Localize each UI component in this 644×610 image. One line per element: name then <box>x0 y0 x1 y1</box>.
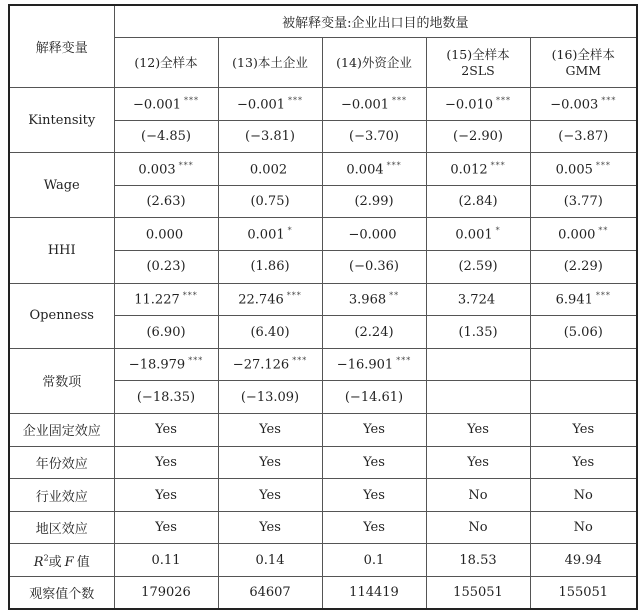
control-value: Yes <box>114 446 218 479</box>
control-value: Yes <box>322 511 426 544</box>
control-value: Yes <box>114 479 218 512</box>
control-row <box>9 414 637 447</box>
coef-value: 0.000 <box>145 227 184 243</box>
stat-value: 0.1 <box>322 544 426 577</box>
significance-stars: *** <box>288 95 304 105</box>
regression-table <box>8 4 638 610</box>
significance-stars: *** <box>496 95 512 105</box>
coef-cell <box>530 218 637 251</box>
variable-name: Wage <box>9 153 114 218</box>
control-name: 年份效应 <box>9 446 114 479</box>
stat-name <box>9 544 114 577</box>
coef-cell <box>530 348 637 381</box>
coef-value: 0.012 <box>450 162 488 178</box>
significance-stars: *** <box>490 160 506 170</box>
control-value: Yes <box>426 414 530 447</box>
coef-value: −0.001 <box>236 97 286 113</box>
stat-name-or: 或 <box>48 554 62 570</box>
coef-value: 0.003 <box>138 162 176 178</box>
coef-cell <box>322 88 426 121</box>
significance-stars: *** <box>392 95 408 105</box>
t-stat-cell: (2.99) <box>322 185 426 218</box>
control-value: No <box>426 511 530 544</box>
control-value: Yes <box>218 446 322 479</box>
stat-value: 0.14 <box>218 544 322 577</box>
coef-cell <box>114 88 218 121</box>
significance-stars: *** <box>286 291 302 301</box>
control-value: No <box>530 479 637 512</box>
significance-stars: *** <box>386 160 402 170</box>
stat-name-sup: 2 <box>43 553 49 563</box>
significance-stars: * <box>495 226 501 236</box>
control-value: Yes <box>322 414 426 447</box>
stat-name-r: R <box>33 554 44 570</box>
control-value: Yes <box>530 446 637 479</box>
control-value: Yes <box>322 446 426 479</box>
stat-value: 0.11 <box>114 544 218 577</box>
column-header-13: (13)本土企业 <box>218 38 322 88</box>
t-stat-cell: (−13.09) <box>218 381 322 414</box>
stat-name-f: F <box>64 554 74 570</box>
coef-cell <box>426 348 530 381</box>
t-stat-cell: (−3.87) <box>530 120 637 153</box>
t-stat-cell: (−18.35) <box>114 381 218 414</box>
control-value: No <box>426 479 530 512</box>
group-title: 被解释变量:企业出口目的地数量 <box>114 5 637 38</box>
header-row-1 <box>9 5 637 38</box>
stat-value: 155051 <box>426 577 530 610</box>
significance-stars: *** <box>601 95 617 105</box>
t-stat-cell <box>426 381 530 414</box>
coef-cell <box>218 88 322 121</box>
stat-row <box>9 577 637 610</box>
coef-cell <box>426 283 530 316</box>
coef-cell <box>426 88 530 121</box>
control-value: Yes <box>426 446 530 479</box>
control-value: Yes <box>322 479 426 512</box>
t-stat-cell <box>530 381 637 414</box>
coef-cell <box>218 348 322 381</box>
significance-stars: *** <box>292 356 308 366</box>
coef-cell <box>114 348 218 381</box>
coef-row <box>9 348 637 381</box>
significance-stars: *** <box>595 291 611 301</box>
variable-rows <box>9 88 637 414</box>
coef-value: 0.001 <box>455 227 493 243</box>
control-value: Yes <box>530 414 637 447</box>
coef-row <box>9 283 637 316</box>
t-stat-cell: (−3.81) <box>218 120 322 153</box>
coef-row <box>9 153 637 186</box>
coef-value: 11.227 <box>134 292 180 308</box>
control-row <box>9 446 637 479</box>
significance-stars: *** <box>184 95 200 105</box>
t-stat-cell: (2.84) <box>426 185 530 218</box>
coef-row <box>9 218 637 251</box>
coef-value: −0.010 <box>444 97 494 113</box>
coef-cell <box>322 218 426 251</box>
control-name: 行业效应 <box>9 479 114 512</box>
stat-value: 18.53 <box>426 544 530 577</box>
row-label-header: 解释变量 <box>9 5 114 88</box>
coef-value: 3.724 <box>457 292 496 308</box>
control-value: Yes <box>218 511 322 544</box>
column-header-12: (12)全样本 <box>114 38 218 88</box>
significance-stars: ** <box>598 226 609 236</box>
coef-value: 0.004 <box>346 162 384 178</box>
coef-value: −0.000 <box>348 227 397 243</box>
coef-cell <box>322 153 426 186</box>
control-value: No <box>530 511 637 544</box>
significance-stars: *** <box>188 356 204 366</box>
t-stat-cell: (−2.90) <box>426 120 530 153</box>
control-name: 地区效应 <box>9 511 114 544</box>
control-value: Yes <box>114 414 218 447</box>
stat-name: 观察值个数 <box>9 577 114 610</box>
control-row <box>9 479 637 512</box>
coef-value: −0.001 <box>132 97 182 113</box>
coef-value: −18.979 <box>128 357 186 373</box>
variable-name: Openness <box>9 283 114 348</box>
coef-value: 0.001 <box>247 227 285 243</box>
coef-cell <box>530 283 637 316</box>
coef-cell <box>322 348 426 381</box>
coef-value: −0.003 <box>550 97 599 113</box>
coef-cell <box>530 153 637 186</box>
significance-stars: *** <box>178 160 194 170</box>
stat-row <box>9 544 637 577</box>
coef-cell <box>218 283 322 316</box>
t-stat-cell: (−3.70) <box>322 120 426 153</box>
column-header-15 <box>426 38 530 88</box>
coef-value: −0.001 <box>340 97 390 113</box>
stat-value: 49.94 <box>530 544 637 577</box>
stat-rows <box>9 544 637 609</box>
variable-name: HHI <box>9 218 114 283</box>
control-rows <box>9 414 637 544</box>
coef-value: 3.968 <box>348 292 387 308</box>
coef-cell <box>218 153 322 186</box>
coef-cell <box>114 153 218 186</box>
control-name: 企业固定效应 <box>9 414 114 447</box>
t-stat-cell: (6.40) <box>218 316 322 349</box>
t-stat-cell: (2.63) <box>114 185 218 218</box>
stat-value: 64607 <box>218 577 322 610</box>
significance-stars: *** <box>595 160 611 170</box>
coef-value: −16.901 <box>336 357 394 373</box>
t-stat-cell: (−14.61) <box>322 381 426 414</box>
coef-row <box>9 88 637 121</box>
stat-value: 155051 <box>530 577 637 610</box>
coef-value: 0.002 <box>249 162 288 178</box>
stat-value: 114419 <box>322 577 426 610</box>
coef-value: 0.000 <box>558 227 596 243</box>
variable-name: 常数项 <box>9 348 114 413</box>
t-stat-cell: (0.23) <box>114 251 218 284</box>
coef-value: 6.941 <box>555 292 593 308</box>
variable-name: Kintensity <box>9 88 114 153</box>
t-stat-cell: (5.06) <box>530 316 637 349</box>
significance-stars: * <box>287 226 293 236</box>
t-stat-cell: (0.75) <box>218 185 322 218</box>
control-row <box>9 511 637 544</box>
column-header-14: (14)外资企业 <box>322 38 426 88</box>
t-stat-cell: (2.29) <box>530 251 637 284</box>
t-stat-cell: (−0.36) <box>322 251 426 284</box>
t-stat-cell: (6.90) <box>114 316 218 349</box>
t-stat-cell: (1.35) <box>426 316 530 349</box>
control-value: Yes <box>218 414 322 447</box>
t-stat-cell: (2.59) <box>426 251 530 284</box>
stat-name-post: 值 <box>76 554 90 570</box>
coef-cell <box>530 88 637 121</box>
significance-stars: *** <box>396 356 412 366</box>
column-header-16-text: (16)全样本 GMM <box>551 46 615 78</box>
coef-cell <box>426 153 530 186</box>
column-header-15-text: (15)全样本 2SLS <box>446 46 510 78</box>
significance-stars: ** <box>389 291 400 301</box>
t-stat-cell: (1.86) <box>218 251 322 284</box>
coef-value: −27.126 <box>232 357 290 373</box>
coef-value: 0.005 <box>555 162 593 178</box>
control-value: Yes <box>114 511 218 544</box>
coef-cell <box>322 283 426 316</box>
coef-value: 22.746 <box>238 292 284 308</box>
coef-cell <box>114 218 218 251</box>
column-header-16 <box>530 38 637 88</box>
significance-stars: *** <box>182 291 198 301</box>
stat-value: 179026 <box>114 577 218 610</box>
coef-cell <box>426 218 530 251</box>
control-value: Yes <box>218 479 322 512</box>
t-stat-cell: (3.77) <box>530 185 637 218</box>
coef-cell <box>218 218 322 251</box>
t-stat-cell: (2.24) <box>322 316 426 349</box>
coef-cell <box>114 283 218 316</box>
t-stat-cell: (−4.85) <box>114 120 218 153</box>
